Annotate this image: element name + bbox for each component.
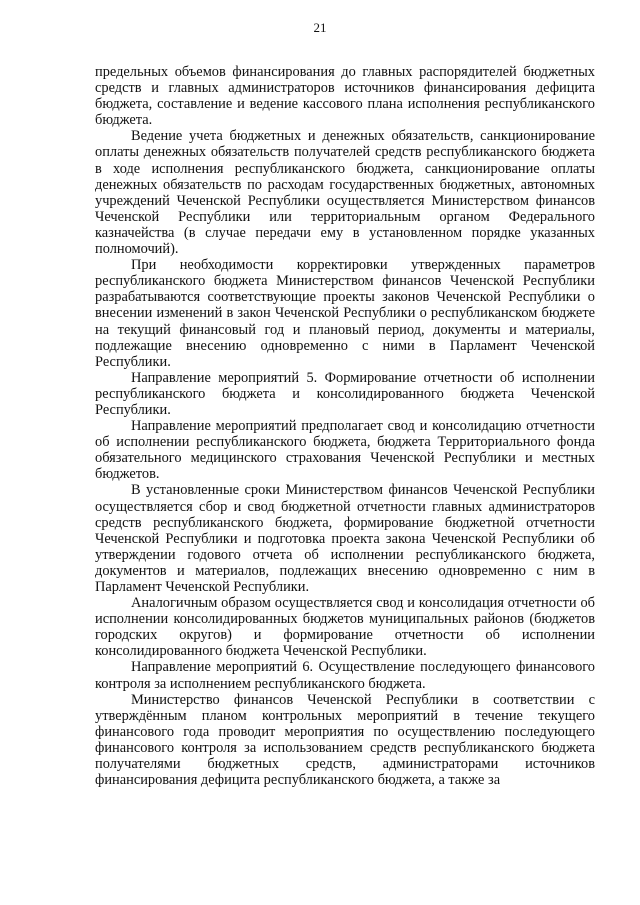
paragraph-2: Ведение учета бюджетных и денежных обязательств, санкционирование оплаты денежных обязательств получателей средств республиканского бюджета в ходе исполнения республиканского бюджета, санкционирование оплаты денежных обязательств по расходам государственных бюджетных, автономных учреждений Чеченской Республики осуществляется Министерством финансов Чеченской Республики или территориальным органом Федерального казначейства (в случае передачи ему в установленном порядке указанных полномочий).	[95, 128, 595, 258]
paragraph-4-section-heading: Направление мероприятий 5. Формирование отчетности об исполнении республиканского бюджета и консолидированного бюджета Чеченской Республики.	[95, 369, 595, 418]
paragraph-6: В установленные сроки Министерством финансов Чеченской Республики осуществляется сбор и свод бюджетной отчетности главных администраторов средств республиканского бюджета, формирование бюджетной отчетности Чеченской Республики и подготовка проекта закона Чеченской Республики об утверждении годового отчета об исполнении республиканского бюджета, документов и материалов, подлежащих внесению одновременно с ним в Парламент Чеченской Республики.	[95, 482, 595, 595]
paragraph-1: предельных объемов финансирования до главных распорядителей бюджетных средств и главных администраторов источников финансирования дефицита бюджета, составление и ведение кассового плана исполнения республиканского бюджета.	[95, 64, 595, 129]
document-body	[95, 64, 595, 788]
paragraph-3: При необходимости корректировки утвержденных параметров республиканского бюджета Министерством финансов Чеченской Республики разрабатываются соответствующие проекты законов Чеченской Республики о внесении изменений в закон Чеченской Республики о республиканском бюджете на текущий финансовый год и плановый период, документы и материалы, подлежащие внесению одновременно с ними в Парламент Чеченской Республики.	[95, 257, 595, 370]
paragraph-7: Аналогичным образом осуществляется свод и консолидация отчетности об исполнении консолидированных бюджетов муниципальных районов (бюджетов городских округов) и формирование отчетности об исполнении консолидированного бюджета Чеченской Республики.	[95, 595, 595, 660]
paragraph-9: Министерство финансов Чеченской Республики в соответствии с утверждённым планом контрольных мероприятий в течение текущего финансового года проводит мероприятия по осуществлению последующего финансового контроля за использованием средств республиканского бюджета получателями бюджетных средств, администраторами источников финансирования дефицита республиканского бюджета, а также за	[95, 691, 595, 789]
paragraph-8-section-heading: Направление мероприятий 6. Осуществление последующего финансового контроля за исполнением республиканского бюджета.	[95, 659, 595, 692]
page-number: 21	[313, 20, 327, 35]
paragraph-5: Направление мероприятий предполагает свод и консолидацию отчетности об исполнении республиканского бюджета, бюджета Территориального фонда обязательного медицинского страхования Чеченской Республики и местных бюджетов.	[95, 418, 595, 483]
